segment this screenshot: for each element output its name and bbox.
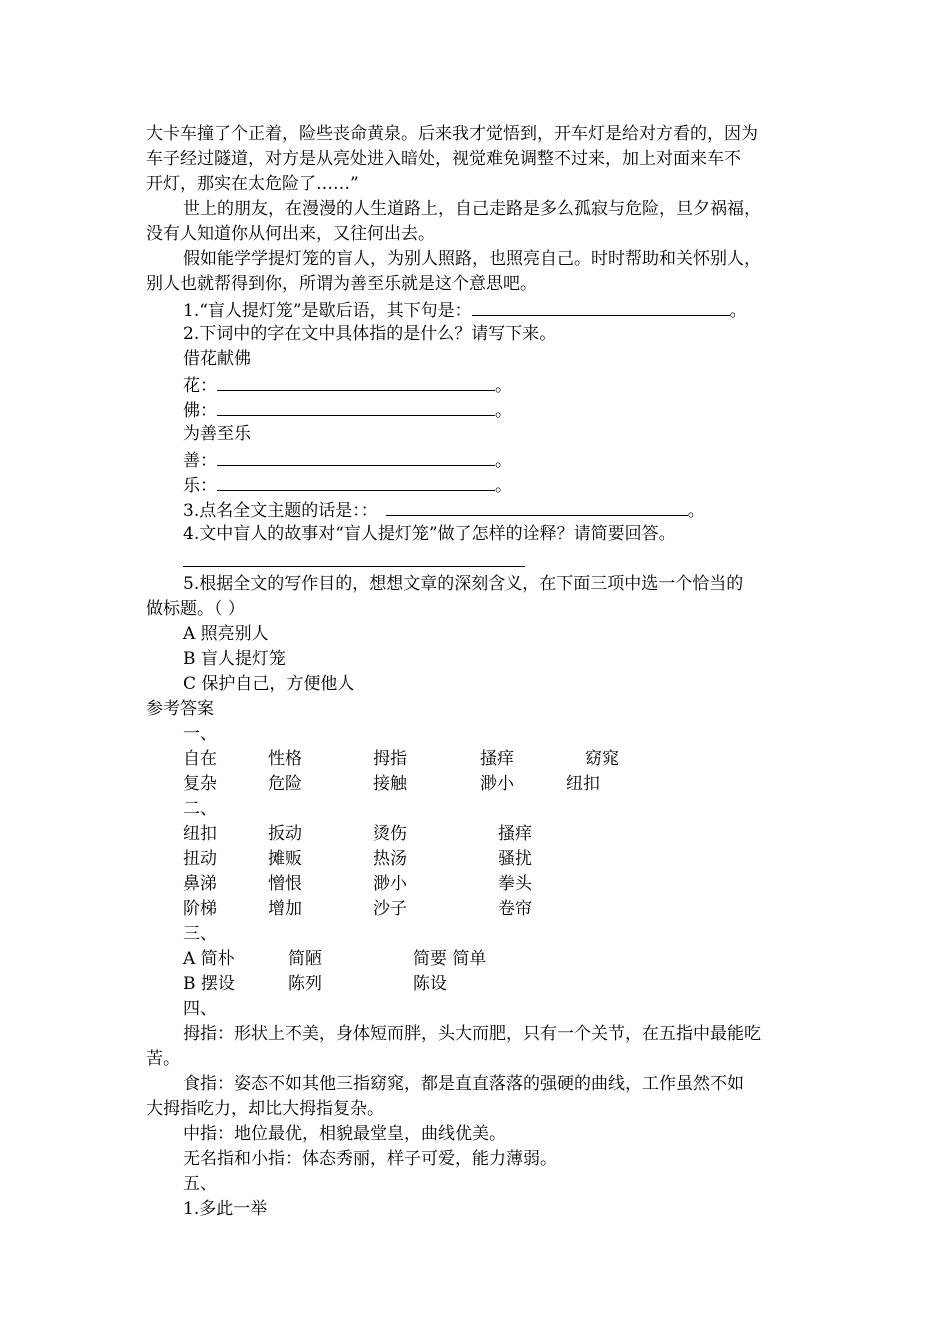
question-1 xyxy=(183,299,747,321)
label: 善： xyxy=(183,451,217,471)
period: 。 xyxy=(495,401,512,421)
word: B 摆设 xyxy=(183,974,235,994)
story-line: 开灯，那实在太危险了……” xyxy=(146,174,359,194)
word: 危险 xyxy=(268,774,302,794)
word: 复杂 xyxy=(183,774,217,794)
answer-line: 拇指：形状上不美，身体短而胖，头大而肥，只有一个关节，在五指中最能吃 xyxy=(183,1024,761,1044)
word: 拳头 xyxy=(498,874,532,894)
answer-blank[interactable] xyxy=(217,399,495,416)
word: 纽扣 xyxy=(183,824,217,844)
question-2-le xyxy=(183,474,512,496)
story-line: 大卡车撞了个正着，险些丧命黄泉。后来我才觉悟到，开车灯是给对方看的，因为 xyxy=(146,124,758,144)
word: 沙子 xyxy=(373,899,407,919)
question-3-text: 3.点名全文主题的话是：： xyxy=(183,501,378,521)
word: 扳动 xyxy=(268,824,302,844)
word: 阶梯 xyxy=(183,899,217,919)
word: 陈列 xyxy=(288,974,322,994)
word: 搔痒 xyxy=(480,749,514,769)
word: 渺小 xyxy=(480,774,514,794)
word: 拇指 xyxy=(373,749,407,769)
word: 简陋 xyxy=(288,949,322,969)
question-2-word-2: 为善至乐 xyxy=(183,424,251,444)
question-2-shan xyxy=(183,449,512,471)
answer-blank[interactable] xyxy=(472,299,730,316)
word: 卷帘 xyxy=(498,899,532,919)
question-3 xyxy=(183,499,705,521)
answer-line: 苦。 xyxy=(146,1049,180,1069)
period: 。 xyxy=(687,501,705,521)
section-4-heading: 四、 xyxy=(183,999,217,1019)
story-line: 没有人知道你从何出来，又往何出去。 xyxy=(146,224,435,244)
word: 鼻涕 xyxy=(183,874,217,894)
word: A 简朴 xyxy=(183,949,235,969)
answer-line: 1.多此一举 xyxy=(183,1199,268,1219)
question-2-fo xyxy=(183,399,512,421)
word: 烫伤 xyxy=(373,824,407,844)
question-2: 2.下词中的字在文中具体指的是什么？请写下来。 xyxy=(183,324,557,344)
story-line: 别人也就帮得到你，所谓为善至乐就是这个意思吧。 xyxy=(146,274,537,294)
period: 。 xyxy=(729,301,747,321)
word: 纽扣 xyxy=(566,774,600,794)
answer-blank[interactable] xyxy=(217,474,495,491)
question-2-hua xyxy=(183,374,512,396)
option-c: C 保护自己，方便他人 xyxy=(183,674,355,694)
question-5: 做标题。（ ） xyxy=(146,599,245,619)
period: 。 xyxy=(495,451,512,471)
question-2-word-1: 借花献佛 xyxy=(183,349,251,369)
word: 渺小 xyxy=(373,874,407,894)
word: 增加 xyxy=(268,899,302,919)
story-line: 世上的朋友，在漫漫的人生道路上，自己走路是多么孤寂与危险，旦夕祸福， xyxy=(183,199,761,219)
section-5-heading: 五、 xyxy=(183,1174,217,1194)
word: 窈窕 xyxy=(585,749,619,769)
story-line: 假如能学学提灯笼的盲人，为别人照路，也照亮自己。时时帮助和关怀别人， xyxy=(183,249,761,269)
answer-line: 食指：姿态不如其他三指窈窕，都是直直落落的强硬的曲线，工作虽然不如 xyxy=(183,1074,744,1094)
question-4-answer-line[interactable] xyxy=(183,566,525,567)
option-b: B 盲人提灯笼 xyxy=(183,649,286,669)
label: 乐： xyxy=(183,476,217,496)
word: 简要 简单 xyxy=(413,949,487,969)
question-5: 5.根据全文的写作目的，想想文章的深刻含义，在下面三项中选一个恰当的 xyxy=(183,574,744,594)
option-a: A 照亮别人 xyxy=(183,624,269,644)
answer-blank[interactable] xyxy=(217,449,495,466)
section-1-heading: 一、 xyxy=(183,724,217,744)
word: 接触 xyxy=(373,774,407,794)
answer-line: 无名指和小指：体态秀丽，样子可爱，能力薄弱。 xyxy=(183,1149,557,1169)
label: 花： xyxy=(183,376,217,396)
question-1-text: 1.“盲人提灯笼”是歇后语，其下句是： xyxy=(183,301,472,321)
word: 骚扰 xyxy=(498,849,532,869)
answer-line: 大拇指吃力，却比大拇指复杂。 xyxy=(146,1099,384,1119)
story-line: 车子经过隧道，对方是从亮处进入暗处，视觉难免调整不过来，加上对面来车不 xyxy=(146,149,741,169)
word: 自在 xyxy=(183,749,217,769)
answers-title: 参考答案 xyxy=(146,699,214,719)
period: 。 xyxy=(495,476,512,496)
word: 陈设 xyxy=(413,974,447,994)
word: 性格 xyxy=(268,749,302,769)
answer-blank[interactable] xyxy=(217,374,495,391)
section-2-heading: 二、 xyxy=(183,799,217,819)
word: 憎恨 xyxy=(268,874,302,894)
word: 扭动 xyxy=(183,849,217,869)
period: 。 xyxy=(495,376,512,396)
section-3-heading: 三、 xyxy=(183,924,217,944)
question-4: 4.文中盲人的故事对“盲人提灯笼”做了怎样的诠释？请简要回答。 xyxy=(183,524,676,544)
label: 佛： xyxy=(183,401,217,421)
answer-blank[interactable] xyxy=(386,499,688,516)
answer-line: 中指：地位最优，相貌最堂皇，曲线优美。 xyxy=(183,1124,506,1144)
word: 摊贩 xyxy=(268,849,302,869)
word: 热汤 xyxy=(373,849,407,869)
word: 搔痒 xyxy=(498,824,532,844)
